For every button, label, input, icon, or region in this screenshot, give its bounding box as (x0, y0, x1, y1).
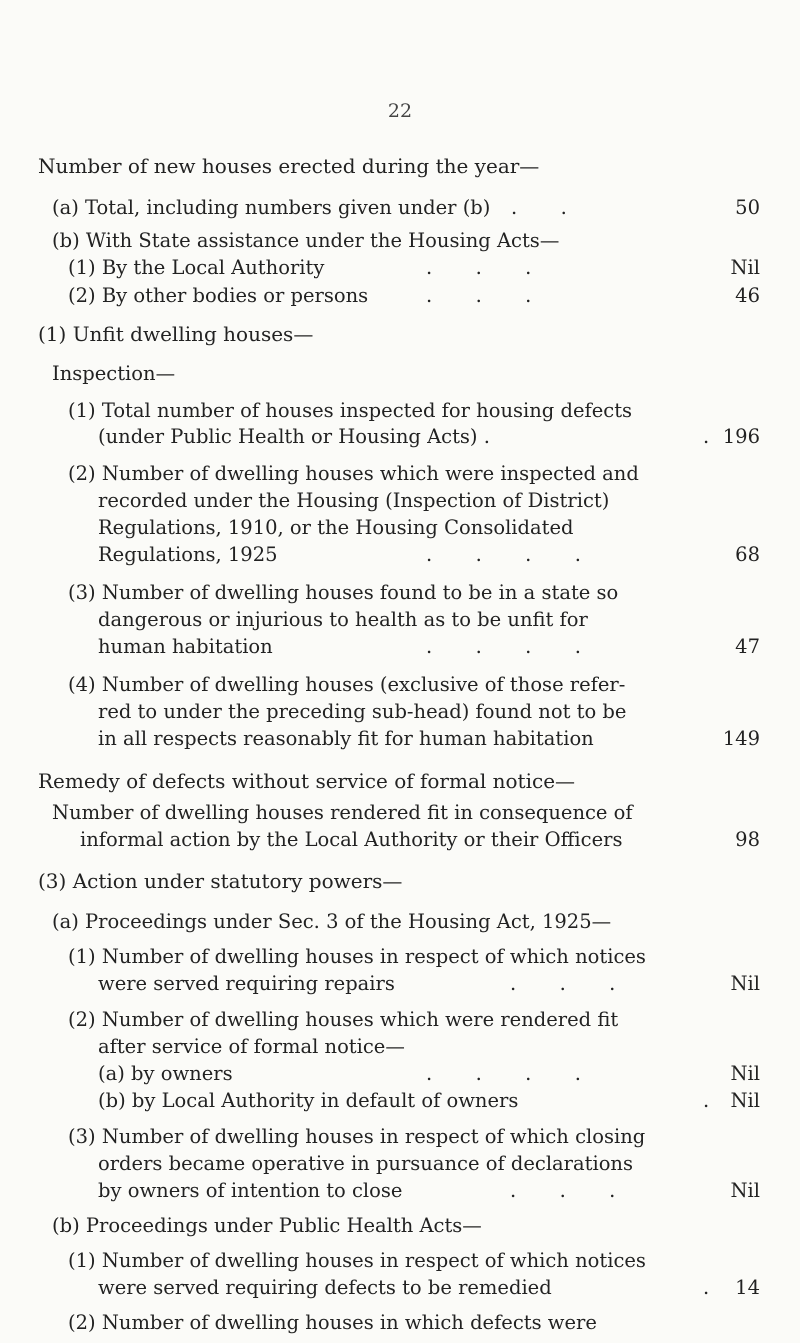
entry-label: recorded under the Housing (Inspection of District) (98, 489, 610, 512)
entry-label: were served requiring defects to be remedied (98, 1276, 552, 1299)
entry-label: by owners of intention to close (98, 1179, 403, 1202)
entry-label: (1) Total number of houses inspected for housing defects (68, 399, 633, 422)
heading-text: Remedy of defects without service of formal notice— (38, 769, 576, 793)
entry-label: (1) By the Local Authority (68, 256, 325, 279)
entry-label: after service of formal notice— (98, 1035, 405, 1058)
entry-label: dangerous or injurious to health as to be unfit for (98, 608, 588, 631)
subheading-text: (a) Proceedings under Sec. 3 of the Housing Act, 1925— (52, 910, 612, 933)
entry-label: (1) Number of dwelling houses in respect of which notices (68, 945, 646, 968)
leader-dots: . (703, 425, 710, 448)
leader-dots: . . . . (426, 635, 581, 658)
leader-dots: . . . (426, 256, 532, 279)
entry-value: 47 (735, 635, 760, 658)
entry-label: (under Public Health or Housing Acts) . (98, 425, 490, 448)
entry-value: 50 (735, 196, 760, 219)
entry-label: (b) With State assistance under the Housing Acts— (52, 229, 560, 252)
entry-value: Nil (730, 1179, 760, 1202)
entry-label: Regulations, 1925 (98, 543, 278, 566)
entry-value: 98 (735, 828, 760, 851)
entry-label: (4) Number of dwelling houses (exclusive of those refer- (68, 673, 626, 696)
entry-label: orders became operative in pursuance of declarations (98, 1152, 634, 1175)
entry-value: 149 (722, 727, 760, 750)
heading-text: (1) Unfit dwelling houses— (38, 322, 314, 346)
entry-label: Number of dwelling houses rendered fit in consequence of (52, 801, 633, 824)
entry-value: Nil (730, 1062, 760, 1085)
leader-dots: . . . (426, 284, 532, 307)
leader-dots: . . (511, 196, 567, 219)
entry-label: were served requiring repairs (98, 972, 395, 995)
leader-dots: . (703, 1089, 710, 1112)
entry-value: Nil (730, 972, 760, 995)
entry-label: (b) by Local Authority in default of owners (98, 1089, 519, 1112)
leader-dots: . . . (510, 972, 616, 995)
page-number: 22 (387, 100, 413, 122)
heading-text: Number of new houses erected during the year— (38, 154, 540, 178)
entry-value: Nil (730, 256, 760, 279)
entry-value: Nil (730, 1089, 760, 1112)
entry-label: informal action by the Local Authority or their Officers (80, 828, 623, 851)
entry-value: 46 (735, 284, 760, 307)
entry-value: 196 (722, 425, 760, 448)
entry-label: (1) Number of dwelling houses in respect of which notices (68, 1249, 646, 1272)
entry-label: (2) By other bodies or persons (68, 284, 369, 307)
subheading-text: Inspection— (52, 362, 176, 385)
entry-label: (3) Number of dwelling houses found to be in a state so (68, 581, 619, 604)
entry-label: (a) Total, including numbers given under (b) (52, 196, 491, 219)
subheading-text: (b) Proceedings under Public Health Acts— (52, 1214, 482, 1237)
entry-label: human habitation (98, 635, 273, 658)
heading-text: (3) Action under statutory powers— (38, 869, 403, 893)
entry-label: (a) by owners (98, 1062, 233, 1085)
entry-value: 68 (735, 543, 760, 566)
entry-label: (2) Number of dwelling houses in which defects were (68, 1311, 597, 1334)
entry-label: Regulations, 1910, or the Housing Consolidated (98, 516, 574, 539)
entry-label: (3) Number of dwelling houses in respect of which closing (68, 1125, 646, 1148)
leader-dots: . . . . (426, 543, 581, 566)
leader-dots: . (703, 1276, 710, 1299)
entry-label: in all respects reasonably fit for human habitation (98, 727, 594, 750)
leader-dots: . . . . (426, 1062, 581, 1085)
entry-value: 14 (735, 1276, 760, 1299)
entry-label: (2) Number of dwelling houses which were rendered fit (68, 1008, 619, 1031)
entry-label: (2) Number of dwelling houses which were inspected and (68, 462, 639, 485)
leader-dots: . . . (510, 1179, 616, 1202)
entry-label: red to under the preceding sub-head) found not to be (98, 700, 627, 723)
